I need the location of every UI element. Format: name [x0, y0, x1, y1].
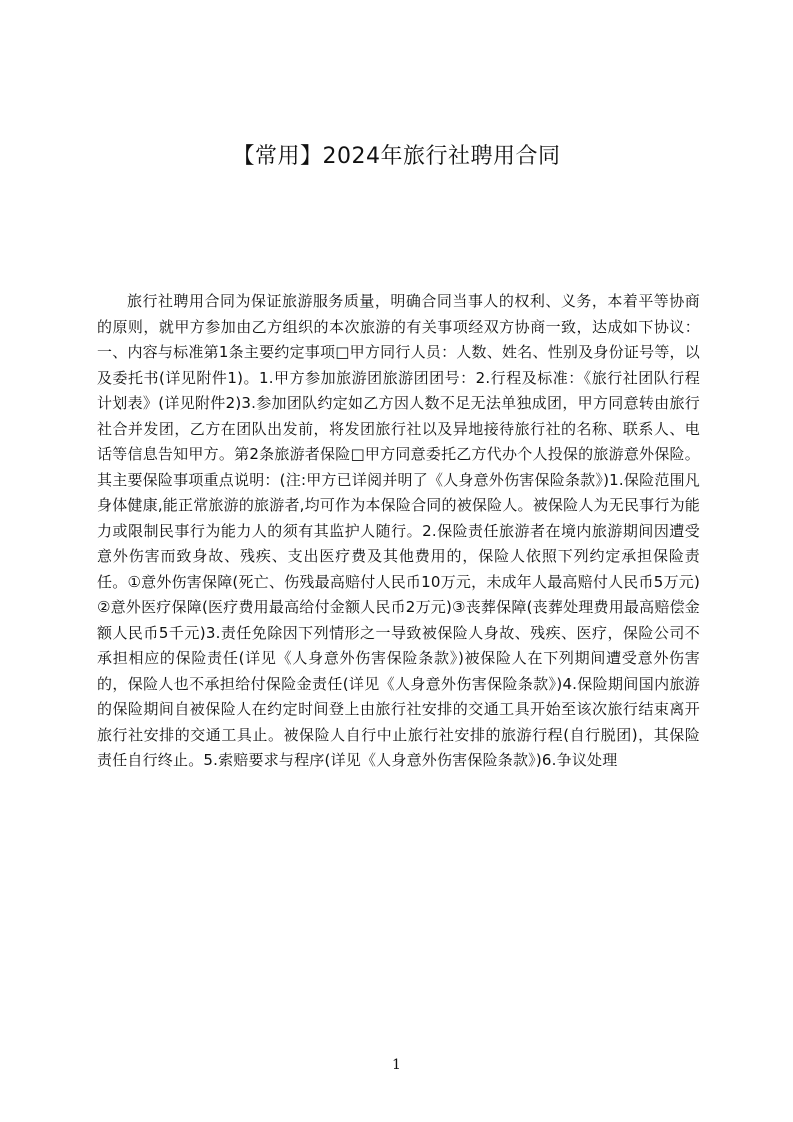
page-number: 1: [392, 1057, 401, 1073]
document-title: 【常用】2024年旅行社聘用合同: [232, 144, 561, 169]
document-body-paragraph: 旅行社聘用合同为保证旅游服务质量，明确合同当事人的权利、义务，本着平等协商的原则，就甲方参加由乙方组织的本次旅游的有关事项经双方协商一致，达成如下协议：一、内容与标准第1条主要约定事项□甲方同行人员：人数、姓名、性别及身份证号等，以及委托书(详见附件1)。1.甲方参加旅游团旅游团团号：2.行程及标准：《旅行社团队行程计划表》(详见附件2)3.参加团队约定如乙方因人数不足无法单独成团，甲方同意转由旅行社合并发团，乙方在团队出发前，将发团旅行社以及异地接待旅行社的名称、联系人、电话等信息告知甲方。第2条旅游者保险□甲方同意委托乙方代办个人投保的旅游意外保险。其主要保险事项重点说明：(注:甲方已详阅并明了《人身意外伤害保险条款》)1.保险范围凡身体健康,能正常旅游的旅游者,均可作为本保险合同的被保险人。被保险人为无民事行为能力或限制民事行为能力人的须有其监护人随行。2.保险责任旅游者在境内旅游期间因遭受意外伤害而致身故、残疾、支出医疗费及其他费用的，保险人依照下列约定承担保险责任。①意外伤害保障(死亡、伤残最高赔付人民币10万元，未成年人最高赔付人民币5万元)②意外医疗保障(医疗费用最高给付金额人民币2万元)③丧葬保障(丧葬处理费用最高赔偿金额人民币5千元)3.责任免除因下列情形之一导致被保险人身故、残疾、医疗，保险公司不承担相应的保险责任(详见《人身意外伤害保险条款》)被保险人在下列期间遭受意外伤害的，保险人也不承担给付保险金责任(详见《人身意外伤害保险条款》)4.保险期间国内旅游的保险期间自被保险人在约定时间登上由旅行社安排的交通工具开始至该次旅行结束离开旅行社安排的交通工具止。被保险人自行中止旅行社安排的旅游行程(自行脱团)，其保险责任自行终止。5.索赔要求与程序(详见《人身意外伤害保险条款》)6.争议处理: [97, 292, 700, 769]
